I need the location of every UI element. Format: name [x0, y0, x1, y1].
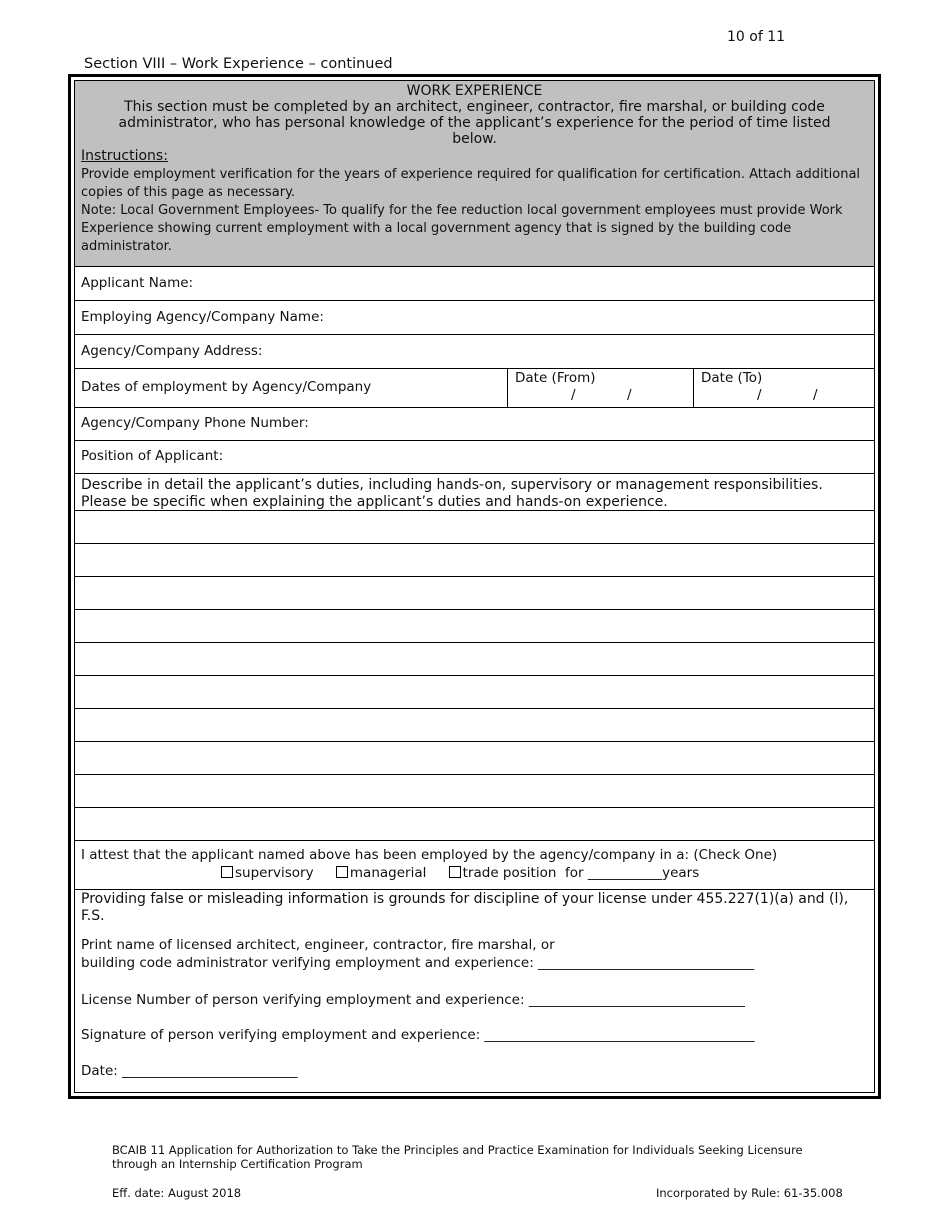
duties-prompt-row — [75, 474, 874, 511]
employing-agency-row[interactable] — [75, 301, 874, 335]
dates-of-employment-label: Dates of employment by Agency/Company — [81, 379, 372, 395]
position-label: Position of Applicant: — [81, 448, 224, 464]
employing-agency-label: Employing Agency/Company Name: — [81, 309, 324, 325]
duties-line[interactable] — [75, 511, 874, 544]
managerial-label: managerial — [349, 865, 427, 881]
form-header — [75, 81, 874, 267]
duties-line[interactable] — [75, 577, 874, 610]
effective-date: Eff. date: August 2018 — [112, 1186, 242, 1200]
instructions-text — [81, 166, 866, 256]
duties-line[interactable] — [75, 643, 874, 676]
duties-line[interactable] — [75, 808, 874, 841]
phone-row[interactable] — [75, 408, 874, 441]
agency-address-row[interactable] — [75, 335, 874, 369]
instructions-body: Provide employment verification for the years of experience required for qualification for certification. Attach additional copies of this page as necessary. — [81, 167, 861, 200]
form-title-footer: BCAIB 11 Application for Authorization to Take the Principles and Practice Examination for Individuals Seeking Licensure through an Internship Certification Program — [112, 1143, 803, 1171]
date-to-slash: / — [813, 387, 818, 403]
duties-line[interactable] — [75, 676, 874, 709]
phone-label: Agency/Company Phone Number: — [81, 415, 309, 431]
form-inner-border — [74, 80, 875, 1093]
agency-address-label: Agency/Company Address: — [81, 343, 263, 359]
page-number: 10 of 11 — [727, 29, 786, 45]
applicant-name-row[interactable] — [75, 267, 874, 301]
duties-line[interactable] — [75, 544, 874, 577]
date-from-slash: / — [571, 387, 576, 403]
checkbox-supervisory[interactable] — [221, 866, 233, 878]
trade-years-field[interactable]: for ___________years — [565, 865, 700, 881]
duties-line[interactable] — [75, 709, 874, 742]
instructions-label: Instructions: — [81, 148, 168, 164]
section-title: Section VIII – Work Experience – continued — [84, 56, 393, 72]
duties-line[interactable] — [75, 742, 874, 775]
dates-of-employment-row — [75, 369, 874, 408]
option-managerial[interactable] — [336, 865, 426, 881]
work-experience-form — [68, 74, 881, 1099]
print-name-label-line1: Print name of licensed architect, engineer, contractor, fire marshal, or — [81, 937, 555, 953]
incorporated-rule: Incorporated by Rule: 61-35.008 — [656, 1186, 843, 1200]
attest-row — [75, 841, 874, 890]
supervisory-label: supervisory — [235, 865, 314, 881]
position-row[interactable] — [75, 441, 874, 474]
checkbox-managerial[interactable] — [336, 866, 348, 878]
date-to-slash: / — [757, 387, 762, 403]
date-from-label: Date (From) — [515, 370, 596, 386]
print-name-field[interactable] — [81, 936, 866, 972]
false-info-warning: Providing false or misleading information is grounds for discipline of your license under 455.227(1)(a) and (l), F.S. — [81, 891, 849, 924]
duties-prompt: Describe in detail the applicant’s duties, including hands-on, supervisory or management responsibilities. Please be specific when explaining the applicant’s duties and hands-on experience. — [81, 477, 823, 510]
license-number-field[interactable]: License Number of person verifying employment and experience: ________________________________ — [81, 992, 745, 1008]
header-description: This section must be completed by an architect, engineer, contractor, fire marshal, or building code administrator, who has personal knowledge of the applicant’s experience for the period of time listed below. — [118, 99, 831, 147]
signature-field[interactable]: Signature of person verifying employment and experience: ________________________________________ — [81, 1027, 755, 1043]
option-trade-position[interactable] — [449, 865, 700, 881]
option-supervisory[interactable] — [221, 865, 314, 881]
date-divider — [507, 369, 508, 407]
applicant-name-label: Applicant Name: — [81, 275, 194, 291]
date-divider — [693, 369, 694, 407]
duties-line[interactable] — [75, 610, 874, 643]
date-from-slash: / — [627, 387, 632, 403]
attest-text: I attest that the applicant named above has been employed by the agency/company in a: (Check One) — [81, 847, 778, 863]
position-type-options — [221, 865, 699, 881]
date-field[interactable]: Date: __________________________ — [81, 1063, 298, 1079]
date-to-label: Date (To) — [701, 370, 763, 386]
print-name-label-line2: building code administrator verifying employment and experience: ________________________________ — [81, 955, 755, 971]
checkbox-trade-position[interactable] — [449, 866, 461, 878]
trade-position-label: trade position — [462, 865, 557, 881]
header-title: WORK EXPERIENCE — [406, 83, 543, 99]
duties-line[interactable] — [75, 775, 874, 808]
local-government-note: Note: Local Government Employees- To qualify for the fee reduction local government employees must provide Work Experience showing current employment with a local government agency that is signed by the building code administrator. — [81, 203, 843, 254]
